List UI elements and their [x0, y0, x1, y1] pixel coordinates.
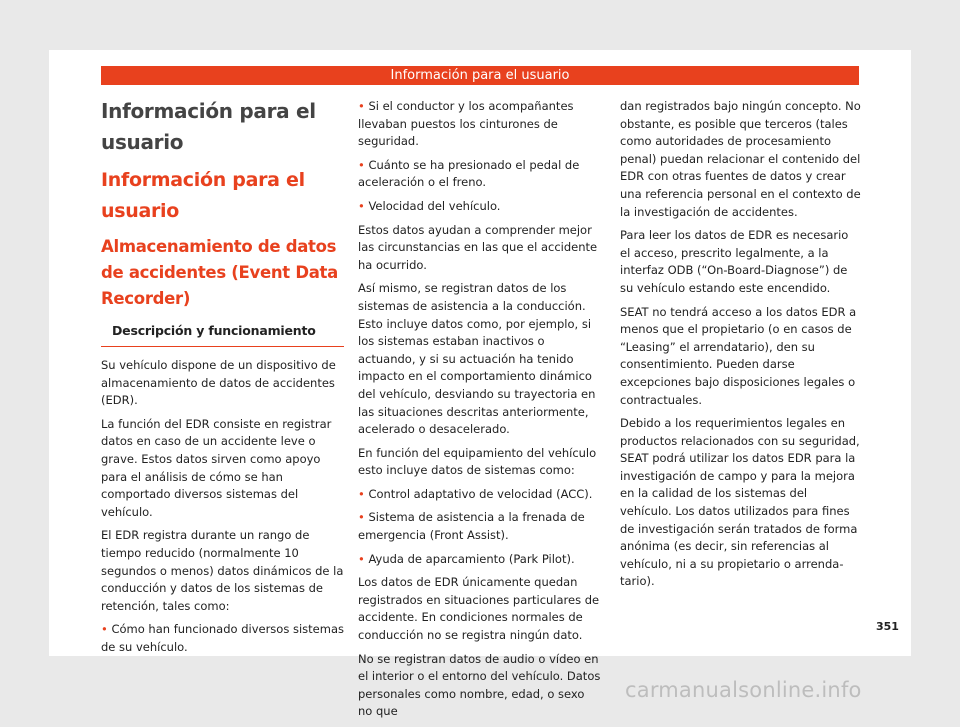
bullet-icon: • — [358, 551, 365, 566]
paragraph: Los datos de EDR únicamente quedan registrados en situaciones particulares de accidente. En condiciones normales de conducción no se registra ningún dato. — [358, 575, 600, 643]
list-item: • Sistema de asistencia a la frenada de emergencia (Front Assist). — [358, 510, 585, 543]
section-header-band: Información para el usuario — [101, 66, 859, 85]
bullet-icon: • — [358, 486, 365, 501]
paragraph: dan registrados bajo ningún concepto. No obstante, es posible que terceros (tales como autoridades de procesamiento penal) puedan relacionar el contenido del EDR con otras fuentes de datos y crear una referencia personal en el contexto de la investigación de accidentes. — [620, 99, 861, 219]
page-number: 351 — [876, 620, 899, 633]
bullet-icon: • — [358, 198, 365, 213]
column-1 — [101, 96, 344, 663]
paragraph: SEAT no tendrá acceso a los datos EDR a menos que el propietario (o en casos de “Leasing” el arrendatario), den su consentimiento. Pueden darse excepciones bajo disposiciones legales o contractuales. — [620, 304, 857, 407]
column-2 — [358, 98, 601, 727]
paragraph: El EDR registra durante un rango de tiempo reducido (normalmente 10 segundos o menos) datos dinámicos de la conducción y datos de los sistemas de retención, tales como: — [101, 528, 344, 613]
list-item: • Cómo han funcionado diversos sistemas de su vehículo. — [101, 622, 344, 654]
section-title: Información para el usuario — [101, 169, 305, 222]
column-3 — [620, 98, 862, 597]
bullet-icon: • — [358, 510, 365, 525]
paragraph: Así mismo, se registran datos de los sistemas de asistencia a la conducción. Esto incluye datos como, por ejemplo, si los sistemas estaban inactivos o actuando, y si su actuación ha tenido impacto en el comportamiento dinámico del vehículo, desviando su trayectoria en las situaciones descritas anteriormente, acelerado o desacelerado. — [358, 281, 596, 437]
list-item: • Velocidad del vehículo. — [358, 198, 501, 213]
bullet-icon: • — [101, 622, 108, 637]
bullet-icon: • — [358, 99, 365, 113]
paragraph: Debido a los requerimientos legales en productos relacionados con su seguridad, SEAT podrá utilizar los datos EDR para la investigación de campo y para la mejora en la calidad de los sistemas del vehículo. Los datos utilizados para fines de investigación serán tratados de forma anónima (es decir, sin referencias al vehículo, ni a su propietario o arrendatario). — [620, 416, 860, 589]
list-item: • Control adaptativo de velocidad (ACC). — [358, 486, 593, 501]
list-item: • Ayuda de aparcamiento (Park Pilot). — [358, 551, 575, 566]
watermark: carmanualsonline.info — [625, 678, 862, 702]
paragraph: No se registran datos de audio o vídeo en el interior o el entorno del vehículo. Datos personales como nombre, edad, o sexo no que — [358, 651, 601, 719]
bullet-icon: • — [358, 157, 365, 172]
paragraph: En función del equipamiento del vehículo esto incluye datos de sistemas como: — [358, 445, 597, 478]
topic-title: Descripción y funcionamiento — [101, 322, 344, 347]
paragraph: Para leer los datos de EDR es necesario el acceso, prescrito legalmente, a la interfaz ODB (“On-Board-Diagnose”) de su vehículo estando este encendido. — [620, 228, 849, 295]
paragraph: La función del EDR consiste en registrar datos en caso de un accidente leve o grave. Estos datos sirven como apoyo para el análisis de cómo se han comportado diversos sistemas del vehículo. — [101, 416, 332, 519]
list-item: • Cuánto se ha presionado el pedal de aceleración o el freno. — [358, 157, 580, 190]
chapter-title: Información para el usuario — [101, 99, 316, 154]
subsection-title: Almacenamiento de datos de accidentes (Event Data Recorder) — [101, 237, 338, 308]
paragraph: Estos datos ayudan a comprender mejor las circunstancias en las que el accidente ha ocurrido. — [358, 222, 598, 272]
list-item: • Si el conductor y los acompañantes llevaban puestos los cinturones de seguridad. — [358, 99, 574, 149]
paragraph: Su vehículo dispone de un dispositivo de almacenamiento de datos de accidentes (EDR). — [101, 358, 336, 408]
